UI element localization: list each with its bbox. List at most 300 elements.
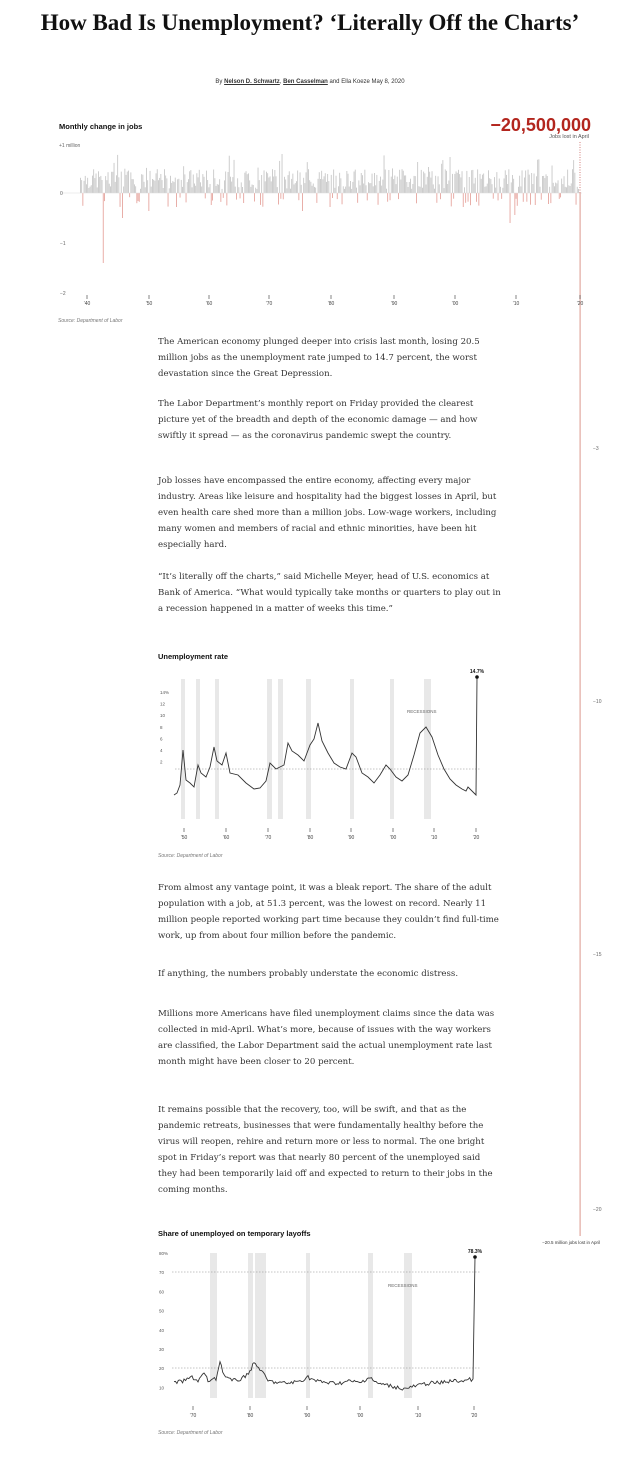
jobs-bar <box>93 169 94 193</box>
byline-sep: , <box>279 79 282 85</box>
jobs-bar <box>308 169 309 193</box>
jobs-bar <box>397 177 398 193</box>
layoff-chart-title: Share of unemployed on temporary layoffs <box>158 1229 311 1238</box>
jobs-bar <box>375 185 376 193</box>
jobs-bar <box>410 179 411 193</box>
jobs-bar <box>534 174 535 194</box>
jobs-bar <box>159 178 160 193</box>
jobs-bar <box>248 173 249 193</box>
jobs-bar <box>405 175 406 193</box>
layoff-recession-label: RECESSIONS <box>388 1283 418 1288</box>
unemp-x-label: ’70 <box>264 835 272 841</box>
unemp-y-label: 12 <box>160 701 166 707</box>
jobs-bar <box>314 187 315 193</box>
jobs-bar <box>84 181 85 193</box>
jobs-bar <box>153 180 154 193</box>
unemp-x-label: ’60 <box>222 835 230 841</box>
jobs-bar <box>412 184 413 193</box>
jobs-bar <box>142 175 143 193</box>
jobs-bar <box>486 186 487 193</box>
author-3: Ella Koeze <box>341 79 370 85</box>
jobs-bar <box>271 181 272 193</box>
jobs-bar <box>493 193 494 199</box>
jobs-bar <box>321 171 322 193</box>
jobs-bar <box>319 172 320 193</box>
unemp-end-dot <box>475 675 479 679</box>
jobs-bar <box>422 188 423 193</box>
byline-and: and <box>329 79 340 85</box>
jobs-bar <box>195 186 196 193</box>
jobs-bar <box>438 176 439 193</box>
jobs-bar <box>402 169 403 193</box>
jobs-bar <box>313 184 314 194</box>
jobs-bar <box>358 180 359 193</box>
jobs-bar <box>86 184 87 193</box>
unemp-x-label: ’20 <box>472 835 480 841</box>
jobs-bar <box>417 162 418 193</box>
jobs-x-label: ’80 <box>327 301 335 307</box>
jobs-bar <box>354 172 355 194</box>
paragraph: The American economy plunged deeper into crisis last month, losing 20.5 million jobs as the unemployment rate jumped to 14.7 percent, the worst devastation since the Great Depression. <box>158 337 480 379</box>
jobs-bar <box>284 177 285 193</box>
jobs-bar <box>554 186 555 193</box>
jobs-bar <box>392 168 393 193</box>
jobs-bar <box>265 181 266 193</box>
byline-prefix: By <box>215 79 223 85</box>
jobs-bar <box>121 172 122 193</box>
unemployment-chart <box>150 665 495 845</box>
jobs-bar <box>406 182 407 193</box>
jobs-bar <box>130 172 131 193</box>
recession-band <box>390 679 394 819</box>
jobs-bar <box>213 170 214 194</box>
jobs-bar <box>429 172 430 193</box>
jobs-bar <box>111 172 112 193</box>
jobs-bar <box>327 174 328 193</box>
jobs-bar <box>351 189 352 193</box>
jobs-bar <box>135 186 136 193</box>
jobs-bar <box>235 187 236 193</box>
jobs-bar <box>361 173 362 193</box>
jobs-bar <box>451 193 452 206</box>
jobs-bar <box>502 188 503 193</box>
jobs-bar <box>150 171 151 193</box>
jobs-bar <box>229 156 230 193</box>
jobs-bar <box>566 187 567 193</box>
paragraph: From almost any vantage point, it was a bleak report. The share of the adult population with a job, at 51.3 percent, was the lowest on record. Nearly 11 million people reported working part time because they couldn’t find full-time work, up from about four million before the pandemic. <box>158 883 499 941</box>
jobs-bar <box>529 175 530 193</box>
jobs-bar <box>165 176 166 194</box>
jobs-bar <box>133 179 134 193</box>
jobs-x-label: ’50 <box>145 301 153 307</box>
jobs-bar <box>525 171 526 194</box>
jobs-x-label: ’10 <box>512 301 520 307</box>
jobs-bar <box>226 193 227 205</box>
jobs-bar <box>573 160 574 193</box>
jobs-bar <box>393 179 394 193</box>
jobs-bar <box>139 193 140 202</box>
jobs-bar <box>193 175 194 194</box>
jobs-bar <box>147 180 148 193</box>
jobs-x-label: ’70 <box>265 301 273 307</box>
jobs-bar <box>452 174 453 193</box>
jobs-bar <box>298 193 299 200</box>
jobs-bar <box>178 179 179 193</box>
jobs-bar <box>423 172 424 193</box>
jobs-bar <box>508 169 509 193</box>
recession-band <box>181 679 185 819</box>
jobs-bar <box>204 177 205 193</box>
jobs-bar <box>442 160 443 193</box>
layoff-y-label: 80% <box>159 1251 169 1256</box>
jobs-bar <box>140 189 141 193</box>
jobs-bar <box>152 179 153 193</box>
layoff-source: Source: Department of Labor <box>158 1430 223 1436</box>
jobs-bar <box>330 193 331 207</box>
jobs-bar <box>296 181 297 193</box>
layoff-x-label: ’90 <box>303 1413 311 1419</box>
jobs-right-label-3: −20 <box>593 1207 602 1213</box>
jobs-bar <box>559 193 560 199</box>
jobs-bar <box>225 172 226 194</box>
jobs-bar <box>154 181 155 193</box>
jobs-bar <box>558 180 559 193</box>
jobs-bar <box>404 176 405 194</box>
jobs-bar <box>420 187 421 193</box>
paragraph: If anything, the numbers probably understate the economic distress. <box>158 969 459 979</box>
jobs-bar <box>528 170 529 193</box>
jobs-bar <box>547 176 548 193</box>
jobs-bar <box>174 182 175 193</box>
jobs-bar <box>322 179 323 193</box>
jobs-bar <box>342 193 343 204</box>
recession-band <box>255 1253 266 1398</box>
jobs-bar <box>170 176 171 193</box>
jobs-bar <box>198 177 199 193</box>
paragraph: Job losses have encompassed the entire economy, affecting every major industry. Areas like leisure and hospitality had the biggest losses in April, but even health care shed more than a million jobs. Low-wage workers, including many women and members of racial and ethnic minorities, have been hit especially hard. <box>158 476 497 550</box>
jobs-bar <box>186 193 187 202</box>
jobs-bar <box>390 193 391 200</box>
unemp-x-label: ’90 <box>347 835 355 841</box>
jobs-bar <box>507 184 508 193</box>
jobs-bar <box>236 193 237 200</box>
jobs-bar <box>382 180 383 193</box>
jobs-bar <box>435 176 436 193</box>
jobs-bar <box>103 193 104 263</box>
jobs-bar <box>110 186 111 193</box>
jobs-source: Source: Department of Labor <box>58 318 123 324</box>
unemp-source: Source: Department of Labor <box>158 853 223 859</box>
jobs-bar <box>243 193 244 203</box>
jobs-bar <box>381 186 382 193</box>
jobs-bar <box>456 171 457 193</box>
jobs-bar <box>571 183 572 193</box>
jobs-bar <box>276 176 277 193</box>
jobs-bar <box>320 179 321 193</box>
jobs-bar <box>376 175 377 193</box>
jobs-bar <box>480 174 481 193</box>
jobs-bar <box>357 193 358 203</box>
unemp-x-label: ’10 <box>430 835 438 841</box>
jobs-bar <box>266 172 267 193</box>
jobs-bar <box>380 177 381 193</box>
jobs-bar <box>531 173 532 193</box>
jobs-bar <box>495 188 496 193</box>
jobs-bar <box>249 180 250 193</box>
jobs-bar <box>355 170 356 193</box>
jobs-bar <box>307 162 308 193</box>
jobs-x-axis <box>84 295 584 307</box>
jobs-bar <box>447 184 448 193</box>
jobs-bar <box>344 189 345 193</box>
jobs-bar <box>482 175 483 193</box>
unemp-y-label: 6 <box>160 736 163 742</box>
jobs-bar <box>432 171 433 193</box>
jobs-bar <box>550 193 551 203</box>
recession-band <box>196 679 200 819</box>
jobs-bar <box>328 181 329 193</box>
unemp-y-label: 2 <box>160 759 163 765</box>
jobs-bar <box>81 180 82 193</box>
recession-band <box>350 679 354 819</box>
jobs-bar <box>325 173 326 193</box>
jobs-bar <box>228 172 229 193</box>
jobs-bar <box>466 171 467 193</box>
jobs-bar <box>568 185 569 193</box>
jobs-bar <box>546 174 547 193</box>
jobs-bar <box>433 184 434 193</box>
jobs-bar <box>535 193 536 205</box>
jobs-bar <box>520 186 521 193</box>
jobs-bar <box>426 185 427 194</box>
jobs-bar <box>156 173 157 193</box>
jobs-bar <box>270 176 271 193</box>
article-body-1 <box>158 334 501 617</box>
jobs-bar <box>555 183 556 193</box>
jobs-x-label: ’60 <box>205 301 213 307</box>
jobs-bar <box>532 184 533 193</box>
jobs-bar <box>216 186 217 193</box>
jobs-bar <box>291 179 292 193</box>
jobs-bar <box>570 186 571 193</box>
jobs-bar <box>484 187 485 193</box>
jobs-bar <box>162 180 163 193</box>
jobs-bar <box>97 187 98 193</box>
jobs-bar <box>267 173 268 193</box>
jobs-bar <box>374 173 375 193</box>
jobs-bar <box>134 184 135 193</box>
jobs-bar <box>148 193 149 211</box>
jobs-bar <box>112 172 113 193</box>
jobs-bar <box>106 180 107 193</box>
jobs-bar <box>262 193 263 207</box>
jobs-bar <box>218 185 219 193</box>
jobs-bar <box>194 184 195 194</box>
jobs-bar <box>183 166 184 193</box>
jobs-right-label-0: −3 <box>593 446 599 452</box>
jobs-bar <box>333 170 334 194</box>
jobs-bar <box>238 187 239 193</box>
recession-band <box>210 1253 217 1398</box>
jobs-bar <box>339 173 340 193</box>
layoff-end-label: 78.3% <box>467 1249 483 1255</box>
jobs-bar <box>498 193 499 200</box>
jobs-bar <box>176 193 177 207</box>
jobs-bar <box>385 170 386 194</box>
jobs-bar <box>537 160 538 193</box>
jobs-bar <box>283 193 284 199</box>
jobs-bar <box>258 168 259 193</box>
jobs-bar <box>102 180 103 193</box>
jobs-bar <box>409 182 410 193</box>
jobs-bar <box>538 159 539 193</box>
jobs-bar <box>483 174 484 194</box>
jobs-bar <box>416 193 417 203</box>
jobs-bar <box>352 182 353 193</box>
jobs-bar <box>349 187 350 194</box>
jobs-bar <box>169 188 170 193</box>
jobs-bar <box>256 189 257 193</box>
jobs-bar <box>578 189 579 193</box>
jobs-bar <box>418 186 419 193</box>
jobs-bar <box>211 193 212 205</box>
jobs-bar <box>316 193 317 203</box>
jobs-bar <box>368 182 369 193</box>
jobs-bar <box>303 178 304 193</box>
jobs-bar <box>524 178 525 194</box>
jobs-bar <box>94 178 95 193</box>
jobs-bar <box>478 193 479 206</box>
jobs-bar <box>241 182 242 193</box>
jobs-bar <box>561 179 562 193</box>
jobs-bar <box>553 183 554 193</box>
jobs-bar <box>398 193 399 199</box>
jobs-bar <box>468 193 469 202</box>
jobs-bar <box>234 160 235 193</box>
layoff-x-label: ’20 <box>470 1413 478 1419</box>
jobs-bar <box>164 169 165 193</box>
jobs-bar <box>104 193 105 201</box>
paragraph: Millions more Americans have filed unemployment claims since the data was collected in mid-April. What’s more, because of issues with the way workers are classified, the Labor Department said the actual unemployment rate last month might have been closer to 20 percent. <box>158 1009 495 1067</box>
jobs-bar <box>168 193 169 207</box>
unemp-x-label: ’00 <box>389 835 397 841</box>
jobs-bar <box>217 184 218 193</box>
jobs-bar <box>440 193 441 199</box>
jobs-bar <box>146 168 147 193</box>
jobs-bar <box>324 176 325 193</box>
jobs-bar <box>255 188 256 193</box>
jobs-bar <box>460 177 461 193</box>
jobs-bar <box>151 187 152 193</box>
layoff-x-label: ’80 <box>246 1413 254 1419</box>
jobs-bar <box>526 193 527 202</box>
jobs-bar <box>494 177 495 193</box>
jobs-bar <box>399 170 400 193</box>
jobs-bar <box>388 170 389 193</box>
jobs-bar <box>182 187 183 193</box>
jobs-bar <box>115 182 116 193</box>
jobs-bar <box>540 187 541 193</box>
jobs-bar <box>574 173 575 193</box>
jobs-bar <box>567 170 568 193</box>
layoff-y-label: 10 <box>159 1385 165 1391</box>
jobs-bar <box>136 193 137 203</box>
jobs-bar <box>366 185 367 193</box>
jobs-bar <box>237 178 238 193</box>
jobs-bar <box>481 179 482 193</box>
jobs-bar <box>379 181 380 193</box>
jobs-bar <box>288 175 289 193</box>
layoff-chart <box>150 1243 495 1423</box>
jobs-bar <box>285 180 286 194</box>
jobs-bar <box>289 171 290 193</box>
jobs-bar <box>338 186 339 193</box>
jobs-bar <box>264 170 265 193</box>
jobs-bar <box>403 171 404 193</box>
jobs-bar <box>100 176 101 193</box>
jobs-bar <box>184 174 185 193</box>
jobs-bar <box>141 174 142 193</box>
jobs-bar <box>492 184 493 193</box>
recession-band <box>424 679 431 819</box>
layoff-end-dot <box>473 1255 477 1259</box>
jobs-bar <box>346 171 347 193</box>
jobs-right-label-2: −15 <box>593 952 602 958</box>
jobs-bar <box>214 178 215 193</box>
jobs-bar <box>138 193 139 201</box>
april-2020-bar <box>580 193 581 1236</box>
jobs-bar <box>250 187 251 193</box>
jobs-lost-caption: Jobs lost in April <box>549 134 589 140</box>
jobs-bar <box>396 184 397 193</box>
jobs-bar <box>337 193 338 199</box>
jobs-bar <box>348 174 349 193</box>
jobs-bar <box>117 155 118 193</box>
recession-band <box>404 1253 412 1398</box>
jobs-bar <box>85 176 86 193</box>
jobs-bar <box>541 193 542 200</box>
jobs-bar <box>118 177 119 193</box>
jobs-bar <box>202 174 203 193</box>
jobs-bar <box>80 178 81 193</box>
jobs-bar <box>206 171 207 193</box>
jobs-bar <box>88 188 89 193</box>
jobs-bar <box>505 170 506 193</box>
jobs-bar <box>490 179 491 193</box>
author-link-1[interactable]: Nelson D. Schwartz <box>224 79 280 85</box>
paragraph: It remains possible that the recovery, too, will be swift, and that as the pandemic retreats, businesses that were fundamentally healthy before the virus will reopen, rehire and return more or less to normal. The one bright spot in Friday’s report was that nearly 80 percent of the unemployed said they had been temporarily laid off and expected to return to their jobs in the coming months. <box>158 1105 493 1195</box>
jobs-bar <box>424 173 425 193</box>
unemp-chart-title: Unemployment rate <box>158 652 229 661</box>
author-link-2[interactable]: Ben Casselman <box>283 79 328 85</box>
jobs-bar <box>369 183 370 193</box>
jobs-bar <box>552 166 553 194</box>
jobs-bar <box>247 174 248 193</box>
jobs-bar <box>332 193 333 198</box>
jobs-bar <box>386 189 387 193</box>
jobs-bar <box>549 187 550 193</box>
jobs-bar <box>312 186 313 193</box>
jobs-bar <box>196 173 197 193</box>
jobs-bar <box>536 176 537 193</box>
layoff-line <box>174 1257 475 1390</box>
unemp-end-label: 14.7% <box>469 669 485 675</box>
jobs-bar <box>523 193 524 202</box>
jobs-bar <box>302 193 303 211</box>
unemp-x-label: ’80 <box>306 835 314 841</box>
jobs-x-label: ’00 <box>451 301 459 307</box>
jobs-bar <box>294 184 295 193</box>
